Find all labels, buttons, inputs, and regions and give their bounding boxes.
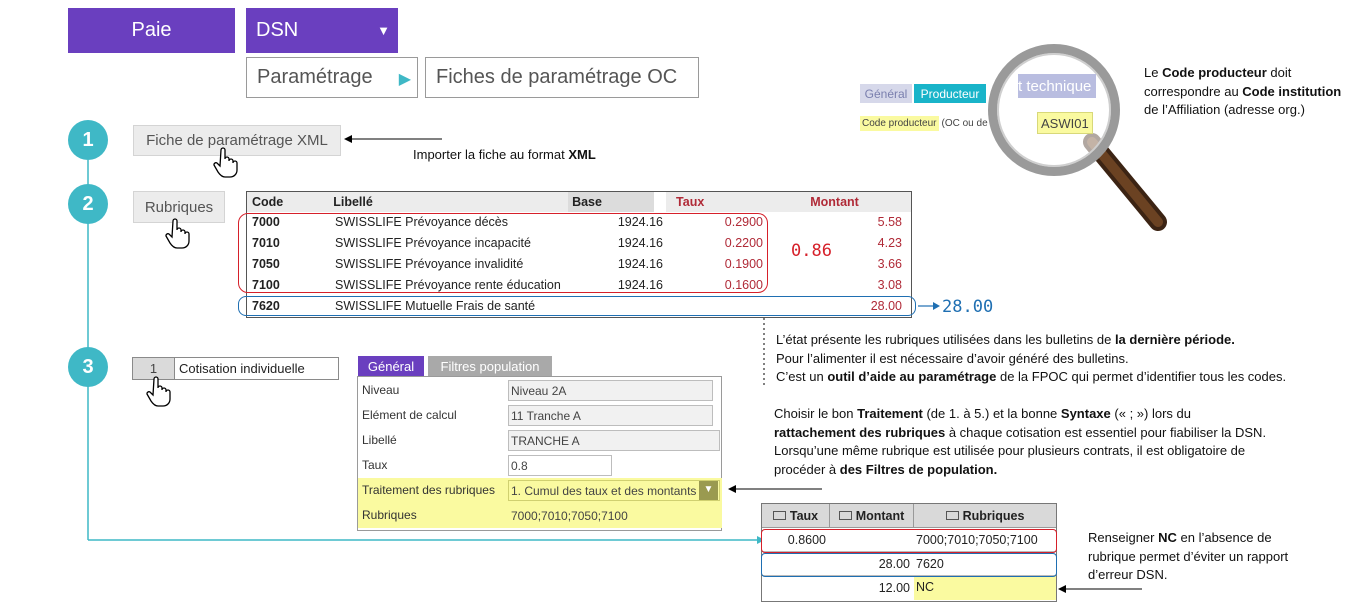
hand-cursor-icon xyxy=(213,147,239,179)
cell-montant: 4.23 xyxy=(877,236,902,251)
col-taux[interactable]: Taux xyxy=(666,192,764,212)
libelle-label: Libellé xyxy=(362,433,397,447)
cell-taux: 0.8600 xyxy=(787,532,826,547)
arrow-right-icon: ▶ xyxy=(398,71,411,88)
col-montant[interactable]: Montant xyxy=(830,504,914,527)
cell-libelle: SWISSLIFE Prévoyance décès xyxy=(335,215,508,230)
chevron-down-icon[interactable]: ▼ xyxy=(699,481,718,500)
nc-note: Renseigner NC en l’absence de rubrique permet d’éviter un rapport d’erreur DSN. xyxy=(1088,530,1289,582)
tab-producteur-label: Producteur xyxy=(920,86,980,101)
row2-highlight xyxy=(761,553,1057,577)
cell-base: 1924.16 xyxy=(617,215,663,230)
sum-taux-value: 0.86 xyxy=(791,241,832,261)
cell-base: 1924.16 xyxy=(617,256,663,271)
cell-rubriques: NC xyxy=(914,576,1056,600)
checkbox-icon xyxy=(773,511,786,520)
tab-general-label: Général xyxy=(864,86,908,101)
cell-taux: 0.2200 xyxy=(724,236,763,251)
rubriques-field[interactable]: 7000;7010;7050;7100 xyxy=(508,505,720,526)
row1-highlight xyxy=(761,529,1057,553)
rubriques-label: Rubriques xyxy=(144,198,214,216)
form-row-taux xyxy=(358,453,722,478)
cell-code: 7010 xyxy=(252,236,280,251)
code-producteur-label-rest: (OC ou de xyxy=(941,117,988,129)
nav-dsn-dropdown[interactable] xyxy=(246,8,398,53)
form-row-traitement xyxy=(358,478,722,503)
traitement-select[interactable]: 1. Cumul des taux et des montants xyxy=(508,480,720,501)
magnified-tab-general[interactable] xyxy=(860,84,912,103)
col-taux[interactable]: Taux xyxy=(762,504,830,527)
tab-filtres-label: Filtres population xyxy=(440,359,540,374)
niveau-label: Niveau xyxy=(362,383,400,397)
table-header xyxy=(762,504,1056,528)
cell-rubriques: 7620 xyxy=(916,556,944,571)
chevron-down-icon: ▼ xyxy=(377,23,390,38)
fiche-xml-label: Fiche de paramétrage XML xyxy=(146,132,328,149)
magnified-tab-technique[interactable] xyxy=(1018,74,1096,98)
cell-rubriques: 7000;7010;7050;7100 xyxy=(916,532,1038,547)
choisir-note: Choisir le bon Traitement (de 1. à 5.) et la bonne Syntaxe (« ; ») lors du rattachement des rubriques à chaque cotisation est essentiel pour fiabiliser la DSN. Lorsqu’une même rubrique est utilisée pour plusieurs contrats, il est obligatoire de procéder à des Filtres de population. xyxy=(774,406,1267,477)
code-producteur-value: ASWI01 xyxy=(1041,115,1089,131)
code-producteur-note: Le Code producteur doit correspondre au Code institution de l’Affiliation (adresse org.) xyxy=(1144,65,1342,117)
cell-taux: 0.1900 xyxy=(724,256,763,271)
import-note: Importer la fiche au format XML xyxy=(413,147,596,162)
cotisation-form xyxy=(357,376,722,531)
nav-paie-button[interactable] xyxy=(68,8,235,53)
cotisation-number: 1 xyxy=(133,358,175,379)
form-row-libelle xyxy=(358,428,722,453)
code-producteur-label: Code producteur xyxy=(862,117,937,129)
magnifier-lens xyxy=(988,44,1120,176)
magnified-tab-producteur[interactable] xyxy=(914,84,986,103)
col-libelle[interactable]: Libellé xyxy=(333,192,568,212)
cell-montant: 5.58 xyxy=(877,215,902,230)
tab-general-label: Général xyxy=(367,359,415,374)
cell-taux: 0.2900 xyxy=(724,215,763,230)
cell-code: 7100 xyxy=(252,277,280,292)
cell-montant: 3.08 xyxy=(877,277,902,292)
cell-base: 1924.16 xyxy=(617,277,663,292)
form-row-niveau xyxy=(358,378,722,403)
step-1-badge: 1 xyxy=(68,120,108,160)
form-row-element xyxy=(358,403,722,428)
magnified-code-value xyxy=(1037,112,1093,134)
col-rubriques[interactable]: Rubriques xyxy=(914,504,1056,527)
col-montant[interactable]: Montant xyxy=(764,192,911,212)
mutuelle-highlight xyxy=(238,296,916,316)
checkbox-icon xyxy=(946,511,959,520)
element-calcul-label: Elément de calcul xyxy=(362,408,457,422)
form-row-rubriques xyxy=(358,503,722,528)
nav-fiches-label: Fiches de paramétrage OC xyxy=(436,66,678,88)
hand-cursor-icon xyxy=(146,376,172,408)
tab-general[interactable] xyxy=(358,356,424,377)
cell-taux: 0.1600 xyxy=(724,277,763,292)
cell-code: 7050 xyxy=(252,256,280,271)
tab-technique-label: t technique xyxy=(1018,77,1092,95)
cell-montant: 12.00 xyxy=(878,581,910,595)
cell-base: 1924.16 xyxy=(617,236,663,251)
col-code[interactable]: Code xyxy=(247,192,333,212)
nav-dsn-label: DSN xyxy=(256,19,299,41)
cell-montant: 28.00 xyxy=(870,298,902,313)
cell-montant: 28.00 xyxy=(878,556,910,571)
tab-filtres-population[interactable] xyxy=(428,356,552,377)
libelle-field[interactable]: TRANCHE A xyxy=(508,430,720,451)
niveau-field[interactable]: Niveau 2A xyxy=(508,380,713,401)
step-2-badge: 2 xyxy=(68,184,108,224)
step-3-badge: 3 xyxy=(68,347,108,387)
taux-label: Taux xyxy=(362,458,388,472)
cell-code: 7620 xyxy=(252,298,280,313)
traitement-label: Traitement des rubriques xyxy=(362,483,495,497)
rubriques-field-label: Rubriques xyxy=(362,508,417,522)
sum-montant-value: 28.00 xyxy=(942,297,994,317)
prevoyance-highlight xyxy=(238,213,768,293)
etat-note: L’état présente les rubriques utilisées dans les bulletins de la dernière période. Pour l’alimenter il est nécessaire d’avoir généré des bulletins. C’est un outil d’aide au paramétrage de la FPOC qui permet d’identifier tous les codes. xyxy=(776,332,1287,384)
cotisation-label: Cotisation individuelle xyxy=(179,361,305,376)
cell-montant: 3.66 xyxy=(877,256,902,271)
cell-code: 7000 xyxy=(252,215,280,230)
nav-parametrage-item[interactable] xyxy=(246,57,418,98)
cell-libelle: SWISSLIFE Mutuelle Frais de santé xyxy=(335,298,536,313)
cell-libelle: SWISSLIFE Prévoyance invalidité xyxy=(335,256,524,271)
table-header xyxy=(247,192,911,212)
nav-parametrage-label: Paramétrage xyxy=(257,66,373,88)
nav-fiches-item[interactable] xyxy=(425,57,699,98)
cell-libelle: SWISSLIFE Prévoyance rente éducation xyxy=(335,277,561,292)
checkbox-icon xyxy=(839,511,852,520)
magnified-code-label xyxy=(860,114,988,132)
taux-field[interactable]: 0.8 xyxy=(508,455,612,476)
element-calcul-field[interactable]: 11 Tranche A xyxy=(508,405,713,426)
hand-cursor-icon xyxy=(165,218,191,250)
cell-libelle: SWISSLIFE Prévoyance incapacité xyxy=(335,236,531,251)
col-base[interactable]: Base xyxy=(568,192,654,212)
table-row[interactable] xyxy=(762,576,1056,600)
nav-paie-label: Paie xyxy=(131,19,172,41)
